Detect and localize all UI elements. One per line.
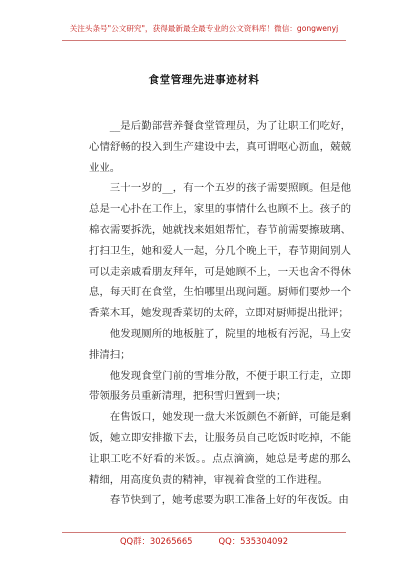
paragraph: __是后勤部营养餐食堂管理员，为了让职工们吃好，心情舒畅的投入到生产建设中去，真可谓呕心沥血，兢兢业业。 — [89, 120, 351, 174]
paragraph: 他发现厕所的地板脏了，院里的地板有污泥，马上安排清扫； — [89, 327, 351, 361]
paragraph: 三十一岁的__，有一个五岁的孩子需要照顾。但是他总是一心扑在工作上，家里的事情什么也顾不上。孩子的棉衣需要拆洗，她就找来姐姐帮忙，春节前需要擦玻璃、打扫卫生，她和爱人一起，分几个晚上干，春节期间别人可以走亲戚看朋友拜年，可是她顾不上，一天也舍不得休息，每天盯在食堂，生怕哪里出现问题。厨师们要炒一个香菜木耳，她发现香菜切的太碎，立即对厨师提出批评； — [89, 182, 351, 320]
paragraph: 春节快到了，她考虑要为职工准备上好的年夜饭。由 — [109, 494, 349, 507]
paragraph: 在售饭口，她发现一盘大米饭颜色不新鲜，可能是剩饭，她立即安排撤下去，让服务员自己吃饭时吃掉，不能让职工吃不好看的米饭。。点点滴滴，她总是考虑的那么精细，用高度负责的精神，审视着食堂的工作进程。 — [89, 411, 351, 486]
footer-divider — [62, 532, 346, 533]
footer-contact — [0, 536, 408, 547]
footer-qq-group: QQ群：30265665 — [119, 536, 193, 546]
document-title: 食堂管理先进事迹材料 — [148, 74, 260, 86]
paragraph: 他发现食堂门前的雪堆分散，不便于职工行走，立即带领服务员重新清理，把积雪归置到一块； — [89, 369, 351, 403]
footer-qq: QQ：535304092 — [218, 536, 289, 546]
header-notice: 关注头条号"公文研究"，获得最新最全最专业的公文资料库！微信：gongwenyj — [69, 24, 339, 33]
document-body — [89, 116, 351, 511]
header-divider — [62, 40, 346, 41]
